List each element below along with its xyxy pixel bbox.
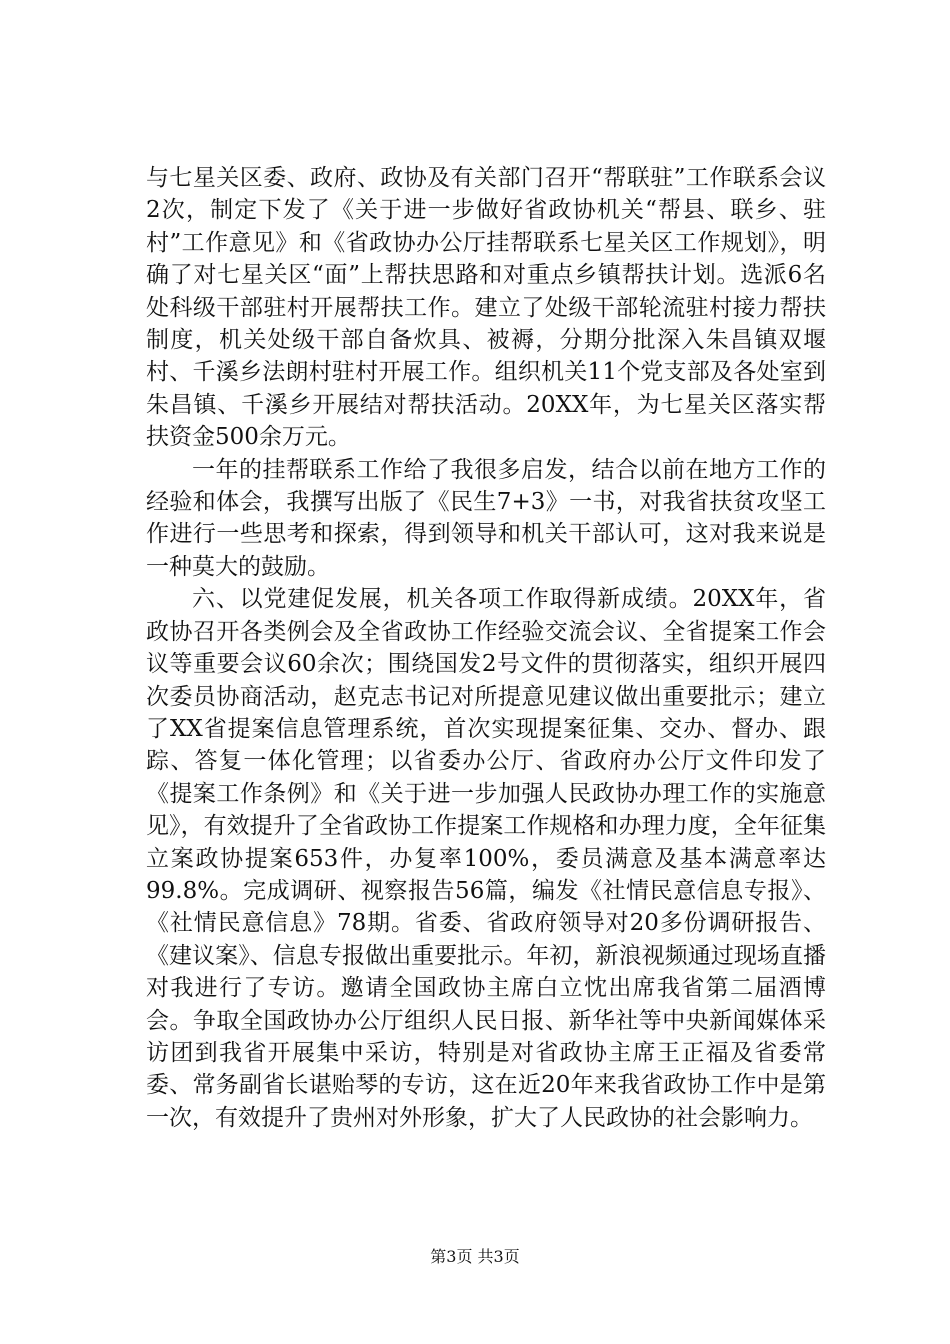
paragraph-continued: 与七星关区委、政府、政协及有关部门召开“帮联驻”工作联系会议2次，制定下发了《关于进一步做好省政协机关“帮县、联乡、驻村”工作意见》和《省政协办公厅挂帮联系七星关区工作规划》，明确了对七星关区“面”上帮扶思路和对重点乡镇帮扶计划。选派6名处科级干部驻村开展帮扶工作。建立了处级干部轮流驻村接力帮扶制度，机关处级干部自备炊具、被褥，分期分批深入朱昌镇双堰村、千溪乡法朗村驻村开展工作。组织机关11个党支部及各处室到朱昌镇、千溪乡开展结对帮扶活动。20XX年，为七星关区落实帮扶资金500余万元。 [146,165,826,451]
paragraph-party-building: 六、以党建促发展，机关各项工作取得新成绩。20XX年，省政协召开各类例会及全省政协工作经验交流会议、全省提案工作会议等重要会议60余次；围绕国发2号文件的贯彻落实，组织开展四次委员协商活动，赵克志书记对所提意见建议做出重要批示；建立了XX省提案信息管理系统，首次实现提案征集、交办、督办、跟踪、答复一体化管理；以省委办公厅、省政府办公厅文件印发了《提案工作条例》和《关于进一步加强人民政协办理工作的实施意见》，有效提升了全省政协工作提案工作规格和办理力度，全年征集立案政协提案653件，办复率100%，委员满意及基本满意率达99.8%。完成调研、视察报告56篇，编发《社情民意信息专报》、《社情民意信息》78期。省委、省政府领导对20多份调研报告、《建议案》、信息专报做出重要批示。年初，新浪视频通过现场直播对我进行了专访。邀请全国政协主席白立忱出席我省第二届酒博会。争取全国政协办公厅组织人民日报、新华社等中央新闻媒体采访团到我省开展集中采访，特别是对省政协主席王正福及省委常委、常务副省长谌贻琴的专访，这在近20年来我省政协工作中是第一次，有效提升了贵州对外形象，扩大了人民政协的社会影响力。 [146,586,826,1131]
page-number-footer: 第3页 共3页 [430,1247,520,1266]
document-body [146,162,826,1134]
paragraph-reflection: 一年的挂帮联系工作给了我很多启发，结合以前在地方工作的经验和体会，我撰写出版了《民生7+3》一书，对我省扶贫攻坚工作进行一些思考和探索，得到领导和机关干部认可，这对我来说是一种莫大的鼓励。 [146,456,826,580]
